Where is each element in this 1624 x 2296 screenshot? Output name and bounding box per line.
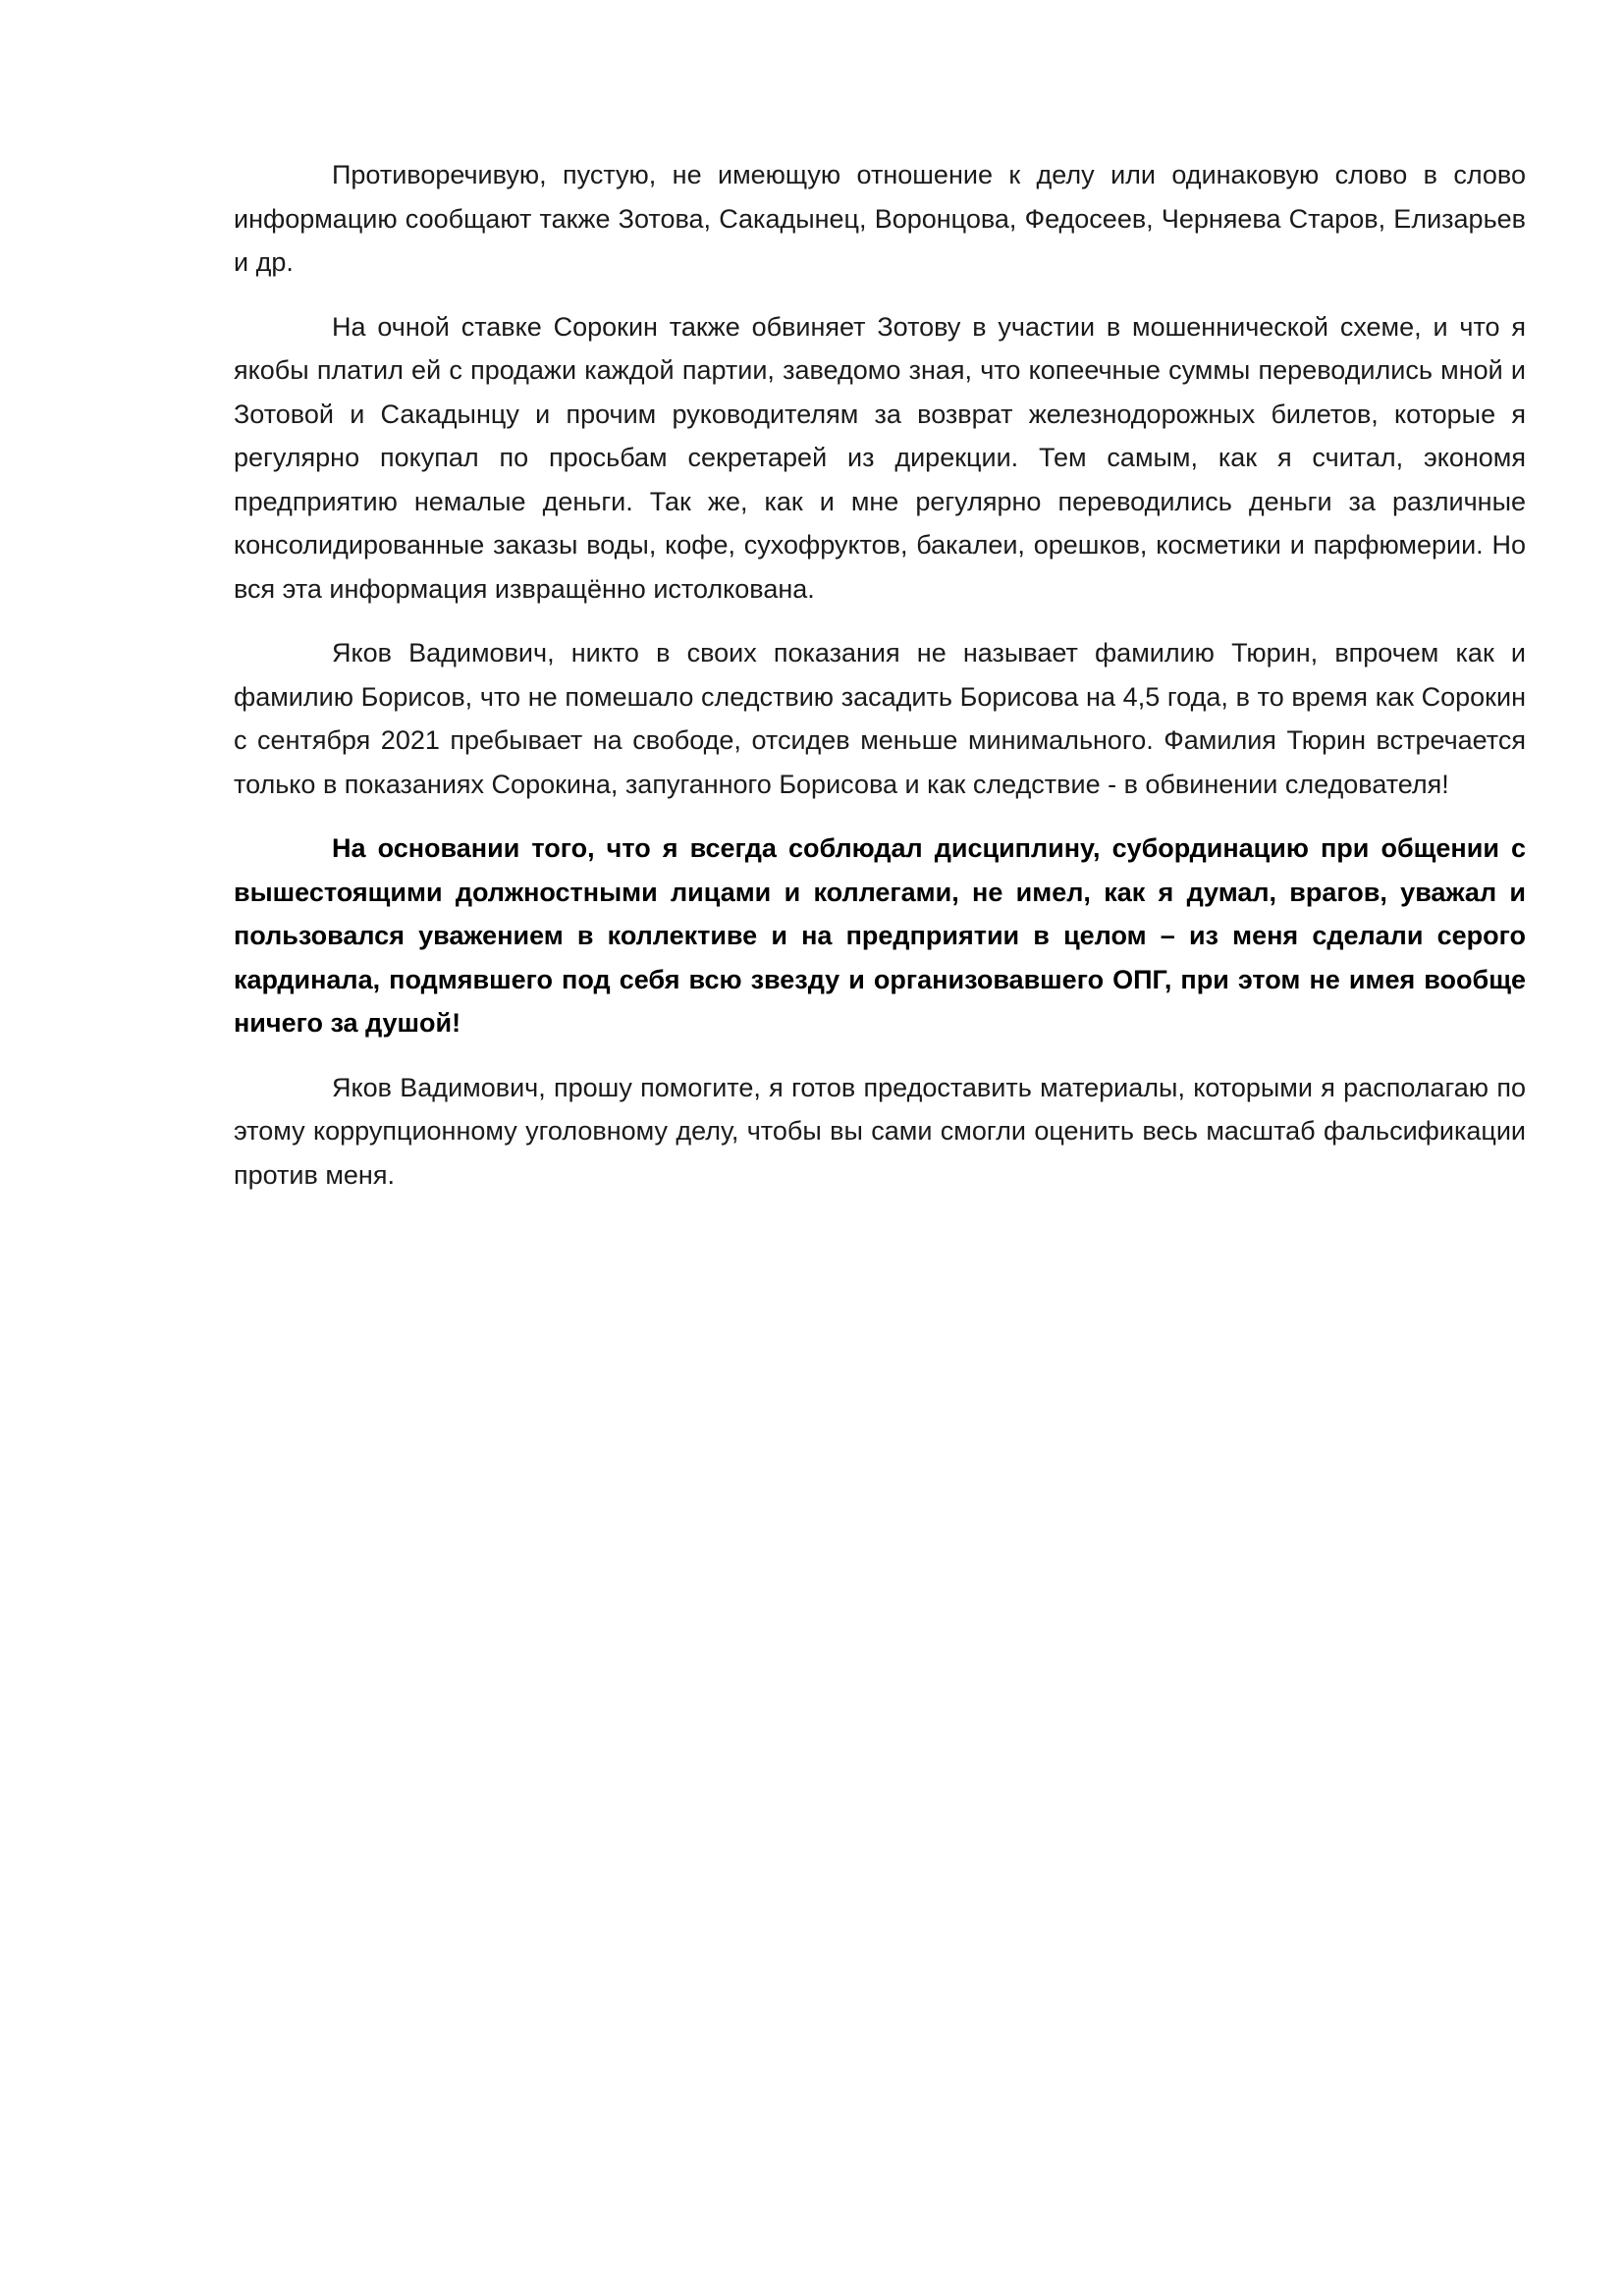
document-body (234, 153, 1526, 1217)
paragraph-contradictory-testimony: Противоречивую, пустую, не имеющую отношение к делу или одинаковую слово в слово информацию сообщают также Зотова, Сакадынец, Воронцова, Федосеев, Черняева Старов, Елизарьев и др. (234, 160, 1526, 277)
paragraph-grey-cardinal: На основании того, что я всегда соблюдал дисциплину, субординацию при общении с вышестоящими должностными лицами и коллегами, не имел, как я думал, врагов, уважал и пользовался уважением в коллективе и на предприятии в целом – из меня сделали серого кардинала, подмявшего под себя всю звезду и организовавшего ОПГ, при этом не имея вообще ничего за душой! (234, 833, 1526, 1038)
paragraph-surname-tyurin: Яков Вадимович, никто в своих показания не называет фамилию Тюрин, впрочем как и фамилию Борисов, что не помешало следствию засадить Борисова на 4,5 года, в то время как Сорокин с сентября 2021 пребывает на свободе, отсидев меньше минимального. Фамилия Тюрин встречается только в показаниях Сорокина, запуганного Борисова и как следствие - в обвинении следователя! (234, 638, 1526, 799)
paragraph-confrontation-sorokin: На очной ставке Сорокин также обвиняет Зотову в участии в мошеннической схеме, и что я якобы платил ей с продажи каждой партии, заведомо зная, что копеечные суммы переводились мной и Зотовой и Сакадынцу и прочим руководителям за возврат железнодорожных билетов, которые я регулярно покупал по просьбам секретарей из дирекции. Тем самым, как я считал, экономя предприятию немалые деньги. Так же, как и мне регулярно переводились деньги за различные консолидированные заказы воды, кофе, сухофруктов, бакалеи, орешков, косметики и парфюмерии. Но вся эта информация извращённо истолкована. (234, 311, 1526, 604)
paragraph-request-for-help: Яков Вадимович, прошу помогите, я готов предоставить материалы, которыми я располагаю по этому коррупционному уголовному делу, чтобы вы сами смогли оценить весь масштаб фальсификации против меня. (234, 1072, 1526, 1190)
